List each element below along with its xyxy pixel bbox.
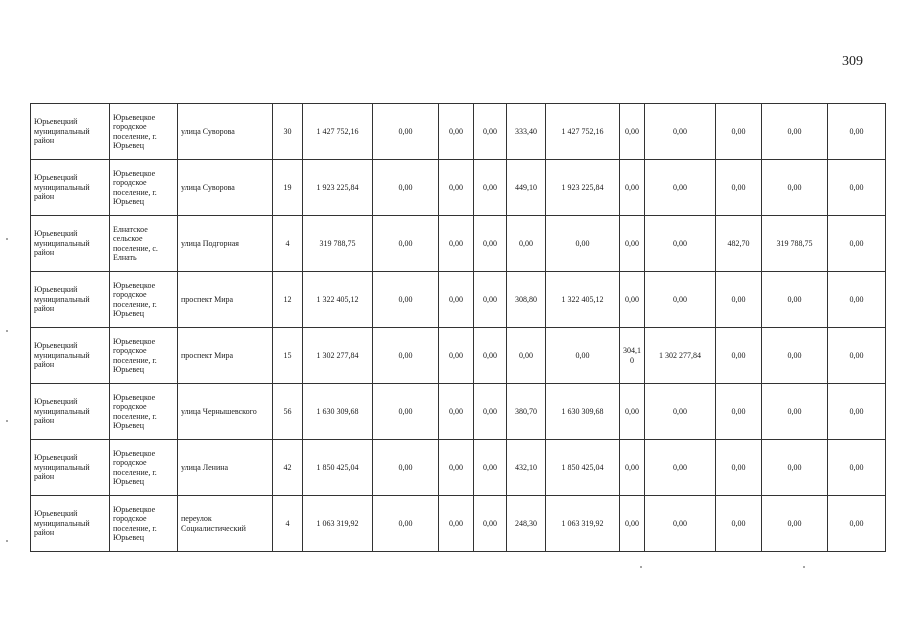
house-number-cell: 56 [273, 384, 303, 440]
value-cell: 0,00 [716, 440, 762, 496]
table-row [31, 104, 886, 160]
street-cell: переулок Социалистический [178, 496, 273, 552]
value-cell: 0,00 [474, 160, 507, 216]
total-cost-cell: 1 322 405,12 [303, 272, 373, 328]
value-cell: 248,30 [507, 496, 546, 552]
total-cost-cell: 1 850 425,04 [303, 440, 373, 496]
value-cell: 0,00 [645, 440, 716, 496]
value-cell: 0,00 [474, 496, 507, 552]
value-cell: 0,00 [620, 496, 645, 552]
value-cell: 0,00 [373, 216, 439, 272]
settlement-cell: Елнатское сельское поселение, с. Елнать [110, 216, 178, 272]
value-cell: 0,00 [645, 104, 716, 160]
value-cell: 0,00 [439, 496, 474, 552]
value-cell: 0,00 [507, 328, 546, 384]
value-cell: 0,00 [620, 272, 645, 328]
value-cell: 0,00 [645, 384, 716, 440]
value-cell: 0,00 [716, 104, 762, 160]
value-cell: 0,00 [828, 160, 886, 216]
value-cell: 0,00 [373, 104, 439, 160]
district-cell: Юрьевецкий муниципальный район [31, 160, 110, 216]
street-cell: проспект Мира [178, 272, 273, 328]
value-cell: 0,00 [762, 160, 828, 216]
total-cost-cell: 1 630 309,68 [303, 384, 373, 440]
settlement-cell: Юрьевецкое городское поселение, г. Юрьевец [110, 384, 178, 440]
value-cell: 0,00 [439, 272, 474, 328]
value-cell: 0,00 [439, 440, 474, 496]
district-cell: Юрьевецкий муниципальный район [31, 384, 110, 440]
settlement-cell: Юрьевецкое городское поселение, г. Юрьевец [110, 496, 178, 552]
table-row [31, 496, 886, 552]
house-number-cell: 12 [273, 272, 303, 328]
value-cell: 0,00 [620, 216, 645, 272]
table-row [31, 384, 886, 440]
value-cell: 0,00 [828, 216, 886, 272]
district-cell: Юрьевецкий муниципальный район [31, 440, 110, 496]
value-cell: 0,00 [474, 328, 507, 384]
street-cell: улица Подгорная [178, 216, 273, 272]
value-cell: 0,00 [762, 272, 828, 328]
capital-repair-table [30, 103, 886, 552]
street-cell: улица Чернышевского [178, 384, 273, 440]
value-cell: 0,00 [439, 216, 474, 272]
value-cell: 0,00 [474, 216, 507, 272]
table-row [31, 440, 886, 496]
total-cost-cell: 1 427 752,16 [303, 104, 373, 160]
value-cell: 1 063 319,92 [546, 496, 620, 552]
table-row [31, 328, 886, 384]
value-cell: 0,00 [828, 440, 886, 496]
value-cell: 0,00 [474, 440, 507, 496]
district-cell: Юрьевецкий муниципальный район [31, 272, 110, 328]
scan-speck [6, 238, 8, 240]
value-cell: 0,00 [828, 384, 886, 440]
scan-speck [803, 566, 805, 568]
value-cell: 0,00 [474, 384, 507, 440]
value-cell: 1 850 425,04 [546, 440, 620, 496]
total-cost-cell: 1 063 319,92 [303, 496, 373, 552]
value-cell: 0,00 [474, 104, 507, 160]
settlement-cell: Юрьевецкое городское поселение, г. Юрьевец [110, 272, 178, 328]
value-cell: 0,00 [828, 104, 886, 160]
value-cell: 0,00 [474, 272, 507, 328]
value-cell: 0,00 [620, 104, 645, 160]
house-number-cell: 15 [273, 328, 303, 384]
value-cell: 482,70 [716, 216, 762, 272]
district-cell: Юрьевецкий муниципальный район [31, 216, 110, 272]
value-cell: 0,00 [373, 440, 439, 496]
value-cell: 0,00 [645, 160, 716, 216]
value-cell: 0,00 [373, 328, 439, 384]
total-cost-cell: 1 302 277,84 [303, 328, 373, 384]
street-cell: улица Суворова [178, 160, 273, 216]
value-cell: 432,10 [507, 440, 546, 496]
value-cell: 0,00 [645, 496, 716, 552]
house-number-cell: 4 [273, 216, 303, 272]
page-number: 309 [842, 54, 863, 69]
value-cell: 0,00 [645, 272, 716, 328]
house-number-cell: 42 [273, 440, 303, 496]
value-cell: 0,00 [373, 496, 439, 552]
value-cell: 0,00 [645, 216, 716, 272]
value-cell: 0,00 [373, 160, 439, 216]
value-cell: 0,00 [439, 160, 474, 216]
value-cell: 0,00 [762, 104, 828, 160]
house-number-cell: 30 [273, 104, 303, 160]
value-cell: 0,00 [716, 160, 762, 216]
value-cell: 319 788,75 [762, 216, 828, 272]
value-cell: 0,00 [716, 496, 762, 552]
value-cell: 0,00 [716, 384, 762, 440]
value-cell: 0,00 [762, 384, 828, 440]
table-row [31, 216, 886, 272]
scan-speck [6, 540, 8, 542]
value-cell: 0,00 [828, 328, 886, 384]
scan-speck [640, 566, 642, 568]
settlement-cell: Юрьевецкое городское поселение, г. Юрьевец [110, 160, 178, 216]
street-cell: улица Суворова [178, 104, 273, 160]
value-cell: 1 630 309,68 [546, 384, 620, 440]
value-cell: 0,00 [439, 328, 474, 384]
settlement-cell: Юрьевецкое городское поселение, г. Юрьевец [110, 104, 178, 160]
street-cell: улица Ленина [178, 440, 273, 496]
value-cell: 0,00 [762, 496, 828, 552]
settlement-cell: Юрьевецкое городское поселение, г. Юрьевец [110, 328, 178, 384]
value-cell: 449,10 [507, 160, 546, 216]
value-cell: 0,00 [439, 104, 474, 160]
district-cell: Юрьевецкий муниципальный район [31, 104, 110, 160]
table-row [31, 160, 886, 216]
total-cost-cell: 319 788,75 [303, 216, 373, 272]
value-cell: 1 302 277,84 [645, 328, 716, 384]
value-cell: 0,00 [716, 272, 762, 328]
table-row [31, 272, 886, 328]
district-cell: Юрьевецкий муниципальный район [31, 496, 110, 552]
value-cell: 0,00 [620, 440, 645, 496]
value-cell: 333,40 [507, 104, 546, 160]
value-cell: 1 427 752,16 [546, 104, 620, 160]
value-cell: 0,00 [762, 440, 828, 496]
value-cell: 0,00 [546, 216, 620, 272]
value-cell: 0,00 [828, 272, 886, 328]
street-cell: проспект Мира [178, 328, 273, 384]
settlement-cell: Юрьевецкое городское поселение, г. Юрьевец [110, 440, 178, 496]
value-cell: 380,70 [507, 384, 546, 440]
value-cell: 0,00 [373, 384, 439, 440]
value-cell: 0,00 [507, 216, 546, 272]
value-cell: 0,00 [620, 160, 645, 216]
value-cell: 308,80 [507, 272, 546, 328]
value-cell: 0,00 [716, 328, 762, 384]
value-cell: 1 322 405,12 [546, 272, 620, 328]
value-cell: 0,00 [828, 496, 886, 552]
scan-speck [6, 330, 8, 332]
district-cell: Юрьевецкий муниципальный район [31, 328, 110, 384]
scan-speck [6, 420, 8, 422]
total-cost-cell: 1 923 225,84 [303, 160, 373, 216]
value-cell: 1 923 225,84 [546, 160, 620, 216]
house-number-cell: 4 [273, 496, 303, 552]
value-cell: 0,00 [546, 328, 620, 384]
value-cell: 0,00 [373, 272, 439, 328]
value-cell: 0,00 [762, 328, 828, 384]
house-number-cell: 19 [273, 160, 303, 216]
value-cell: 0,00 [620, 384, 645, 440]
value-cell: 0,00 [439, 384, 474, 440]
value-cell: 304,10 [620, 328, 645, 384]
